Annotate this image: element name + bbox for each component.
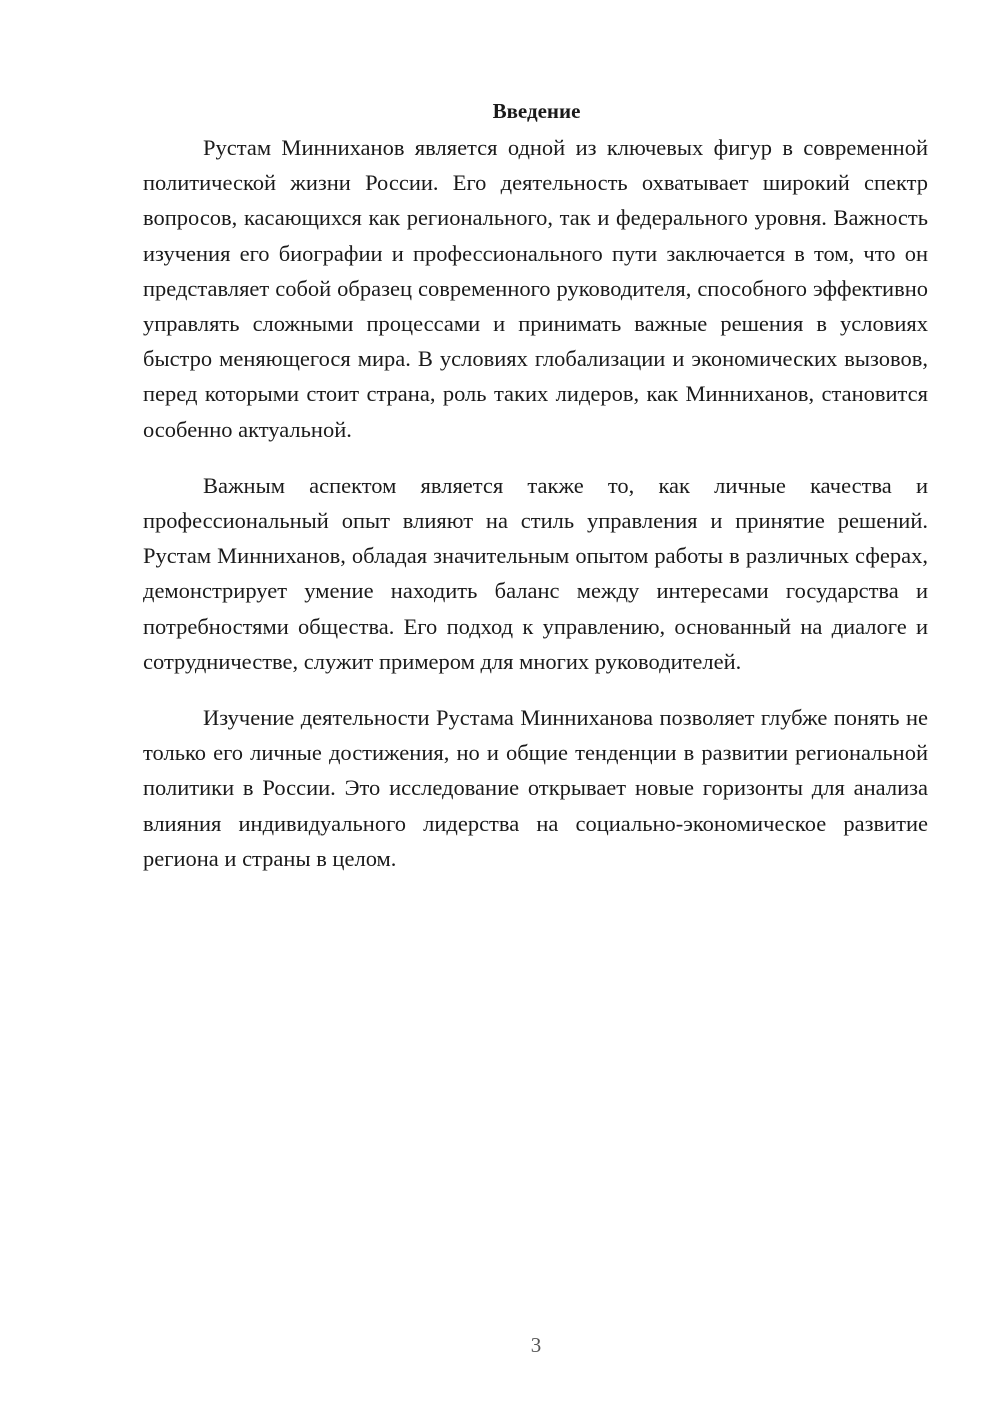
page-number: 3 [530,1333,542,1357]
section-heading: Введение [492,99,581,123]
paragraph-3: Изучение деятельности Рустама Минниханова позволяет глубже понять не только его личные достижения, но и общие тенденции в развитии региональной политики в России. Это исследование открывает новые горизонты для анализа влияния индивидуального лидерства на социально-экономическое развитие региона и страны в целом. [143,705,928,871]
page-body [143,95,928,897]
paragraph-2: Важным аспектом является также то, как личные качества и профессиональный опыт влияют на стиль управления и принятие решений. Рустам Минниханов, обладая значительным опытом работы в различных сферах, демонстрирует умение находить баланс между интересами государства и потребностями общества. Его подход к управлению, основанный на диалоге и сотрудничестве, служит примером для многих руководителей. [143,472,928,674]
paragraph-1: Рустам Минниханов является одной из ключевых фигур в современной политической жизни России. Его деятельность охватывает широкий спектр вопросов, касающихся как регионального, так и федерального уровня. Важность изучения его биографии и профессионального пути заключается в том, что он представляет собой образец современного руководителя, способного эффективно управлять сложными процессами и принимать важные решения в условиях быстро меняющегося мира. В условиях глобализации и экономических вызовов, перед которыми стоит страна, роль таких лидеров, как Минниханов, становится особенно актуальной. [143,135,928,442]
